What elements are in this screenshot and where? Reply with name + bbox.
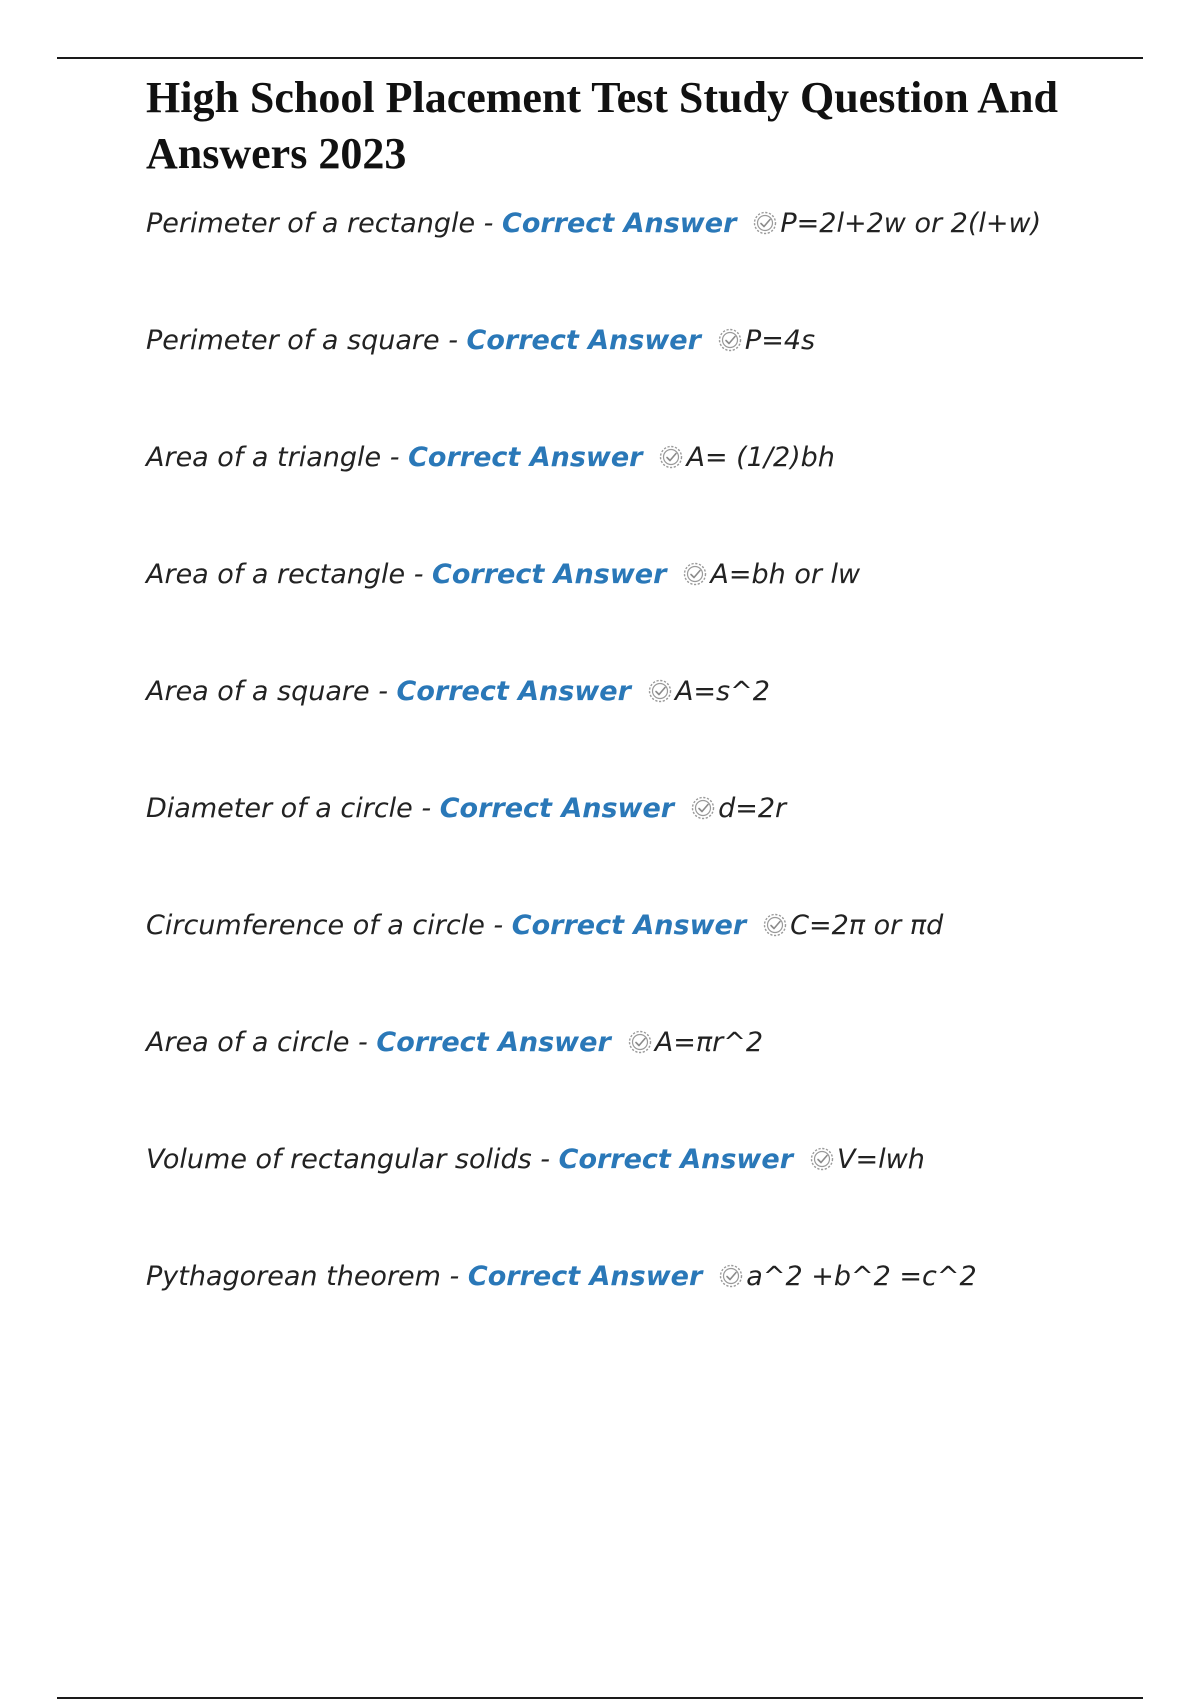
answer-text: A=bh or lw	[710, 559, 861, 590]
correct-answer-label: Correct Answer	[408, 442, 643, 473]
correct-answer-label: Correct Answer	[466, 325, 701, 356]
answer-text: V=lwh	[837, 1144, 925, 1175]
check-seal-icon	[717, 327, 743, 353]
question-text: Area of a triangle	[146, 442, 382, 473]
qa-item	[146, 1023, 1106, 1140]
qa-item	[146, 672, 1106, 789]
answer-text: P=2l+2w or 2(l+w)	[780, 208, 1042, 239]
check-seal-icon	[647, 678, 673, 704]
qa-item	[146, 438, 1106, 555]
correct-answer-label: Correct Answer	[376, 1027, 611, 1058]
check-seal-icon	[658, 444, 684, 470]
correct-answer-label: Correct Answer	[511, 910, 747, 941]
separator: -	[475, 208, 502, 239]
correct-answer-label: Correct Answer	[439, 793, 675, 824]
question-text: Diameter of a circle	[146, 793, 413, 824]
correct-answer-label: Correct Answer	[432, 559, 667, 590]
correct-answer-label: Correct Answer	[396, 676, 631, 707]
question-text: Volume of rectangular solids	[146, 1144, 532, 1175]
question-text: Perimeter of a square	[146, 325, 440, 356]
answer-text: C=2π or πd	[790, 910, 944, 941]
question-text: Area of a square	[146, 676, 370, 707]
answer-text: A=s^2	[674, 676, 770, 707]
separator: -	[412, 793, 440, 824]
check-seal-icon	[682, 561, 708, 587]
qa-list	[146, 204, 1106, 1374]
check-seal-icon	[752, 210, 778, 236]
separator: -	[369, 676, 397, 707]
answer-text: P=4s	[744, 325, 816, 356]
question-text: Circumference of a circle	[146, 910, 485, 941]
question-text: Pythagorean theorem	[146, 1261, 441, 1292]
qa-item	[146, 1140, 1106, 1257]
qa-item	[146, 906, 1106, 1023]
question-text: Area of a circle	[146, 1027, 350, 1058]
separator: -	[484, 910, 512, 941]
qa-item	[146, 789, 1106, 906]
document-title: High School Placement Test Study Question And Answers 2023	[146, 73, 1058, 178]
separator: -	[381, 442, 409, 473]
answer-text: d=2r	[718, 793, 787, 824]
separator: -	[405, 559, 433, 590]
check-seal-icon	[690, 795, 716, 821]
question-text: Area of a rectangle	[146, 559, 406, 590]
document-body	[146, 70, 1106, 1374]
bottom-rule	[57, 1697, 1143, 1699]
answer-text: A= (1/2)bh	[686, 442, 835, 473]
qa-item	[146, 204, 1106, 321]
separator: -	[439, 325, 467, 356]
check-seal-icon	[762, 912, 788, 938]
question-text: Perimeter of a rectangle	[146, 208, 476, 239]
correct-answer-label: Correct Answer	[558, 1144, 794, 1175]
qa-item	[146, 555, 1106, 672]
check-seal-icon	[718, 1263, 744, 1289]
check-seal-icon	[627, 1029, 653, 1055]
separator: -	[440, 1261, 468, 1292]
qa-item	[146, 1257, 1106, 1374]
separator: -	[531, 1144, 559, 1175]
qa-item	[146, 321, 1106, 438]
correct-answer-label: Correct Answer	[467, 1261, 703, 1292]
answer-text: a^2 +b^2 =c^2	[746, 1261, 977, 1292]
answer-text: A=πr^2	[654, 1027, 764, 1058]
top-rule	[57, 57, 1143, 59]
check-seal-icon	[809, 1146, 835, 1172]
correct-answer-label: Correct Answer	[502, 208, 737, 239]
separator: -	[349, 1027, 377, 1058]
